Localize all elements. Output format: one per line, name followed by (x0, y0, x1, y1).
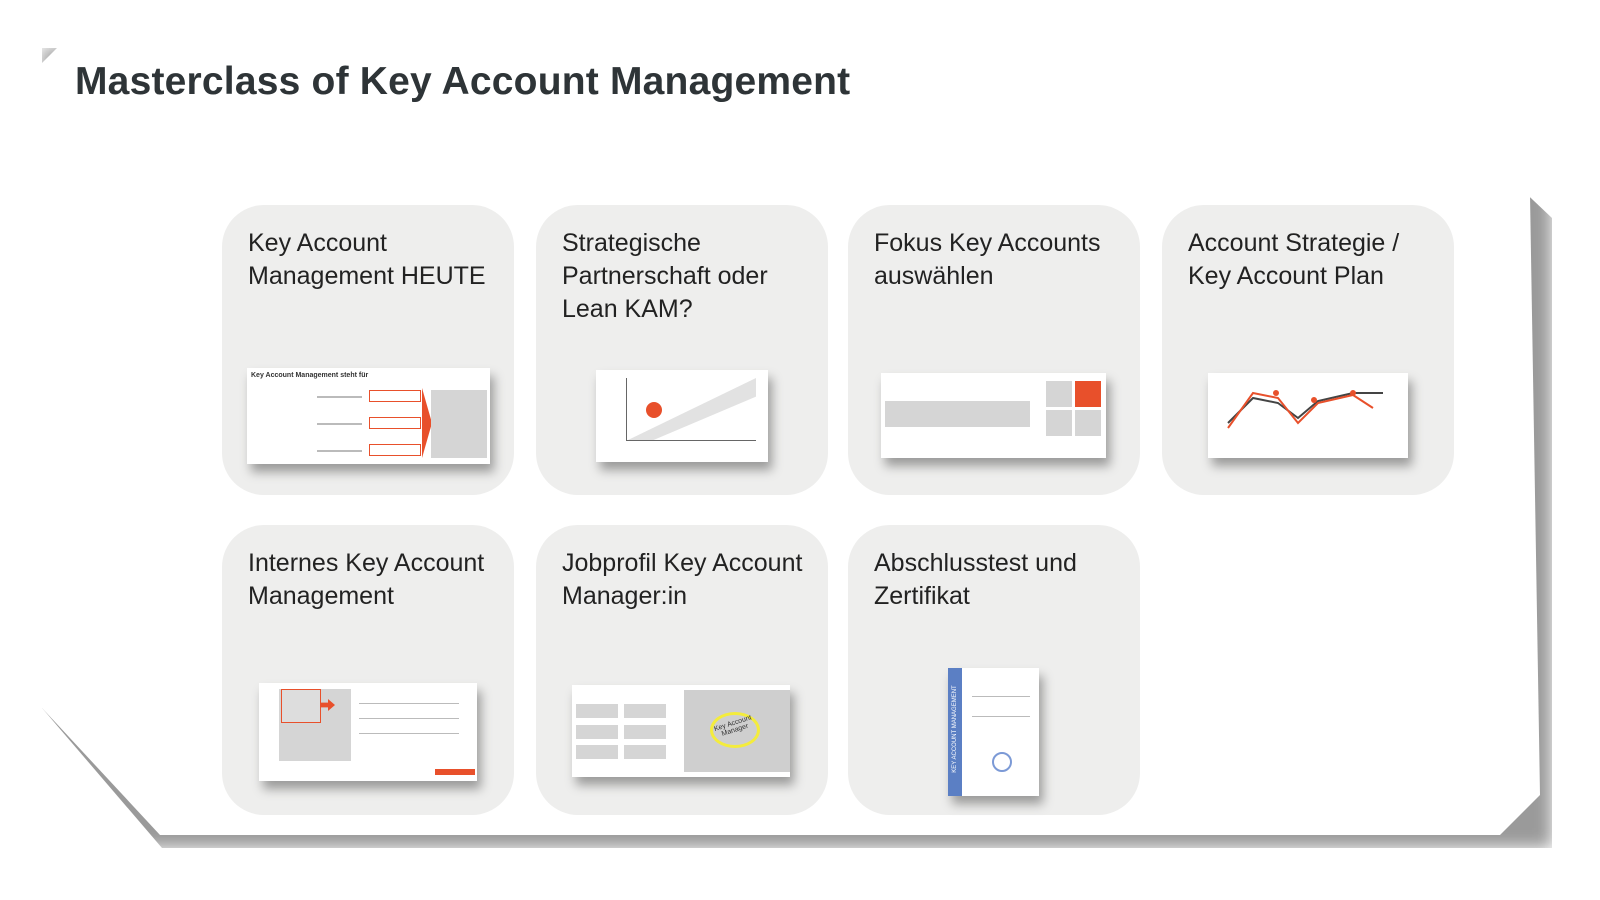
module-thumbnail (881, 373, 1106, 458)
module-label: Account Strategie / Key Account Plan (1188, 229, 1400, 290)
module-tile-fokus[interactable] (848, 205, 1140, 495)
module-tile-kam-heute[interactable] (222, 205, 514, 495)
module-label: Jobprofil Key Account Manager:in (562, 549, 803, 610)
newspaper-image (684, 690, 790, 772)
module-thumbnail (572, 685, 790, 777)
page-title: Masterclass of Key Account Management (75, 60, 851, 103)
newspaper-text: Key Account Manager (713, 714, 753, 738)
certificate-spine-text: KEY ACCOUNT MANAGEMENT (952, 685, 958, 773)
module-tile-partnerschaft[interactable] (536, 205, 828, 495)
module-thumbnail (259, 683, 477, 781)
certificate-thumbnail (948, 668, 1039, 796)
module-tile-account-plan[interactable] (1162, 205, 1454, 495)
module-label: Abschlusstest und Zertifikat (874, 549, 1077, 610)
module-label: Fokus Key Accounts auswählen (874, 229, 1101, 290)
module-tile-internes-kam[interactable] (222, 525, 514, 815)
line-chart-icon (1208, 373, 1408, 458)
module-label: Internes Key Account Management (248, 549, 485, 610)
module-tile-jobprofil[interactable] (536, 525, 828, 815)
module-tile-abschlusstest[interactable] (848, 525, 1140, 815)
module-thumbnail (596, 370, 768, 462)
module-label: Key Account Management HEUTE (248, 229, 486, 290)
module-thumbnail (1208, 373, 1408, 458)
module-label: Strategische Partnerschaft oder Lean KAM? (562, 229, 768, 323)
module-thumbnail (247, 368, 490, 464)
thumbnail-heading: Key Account Management steht für (251, 372, 369, 379)
